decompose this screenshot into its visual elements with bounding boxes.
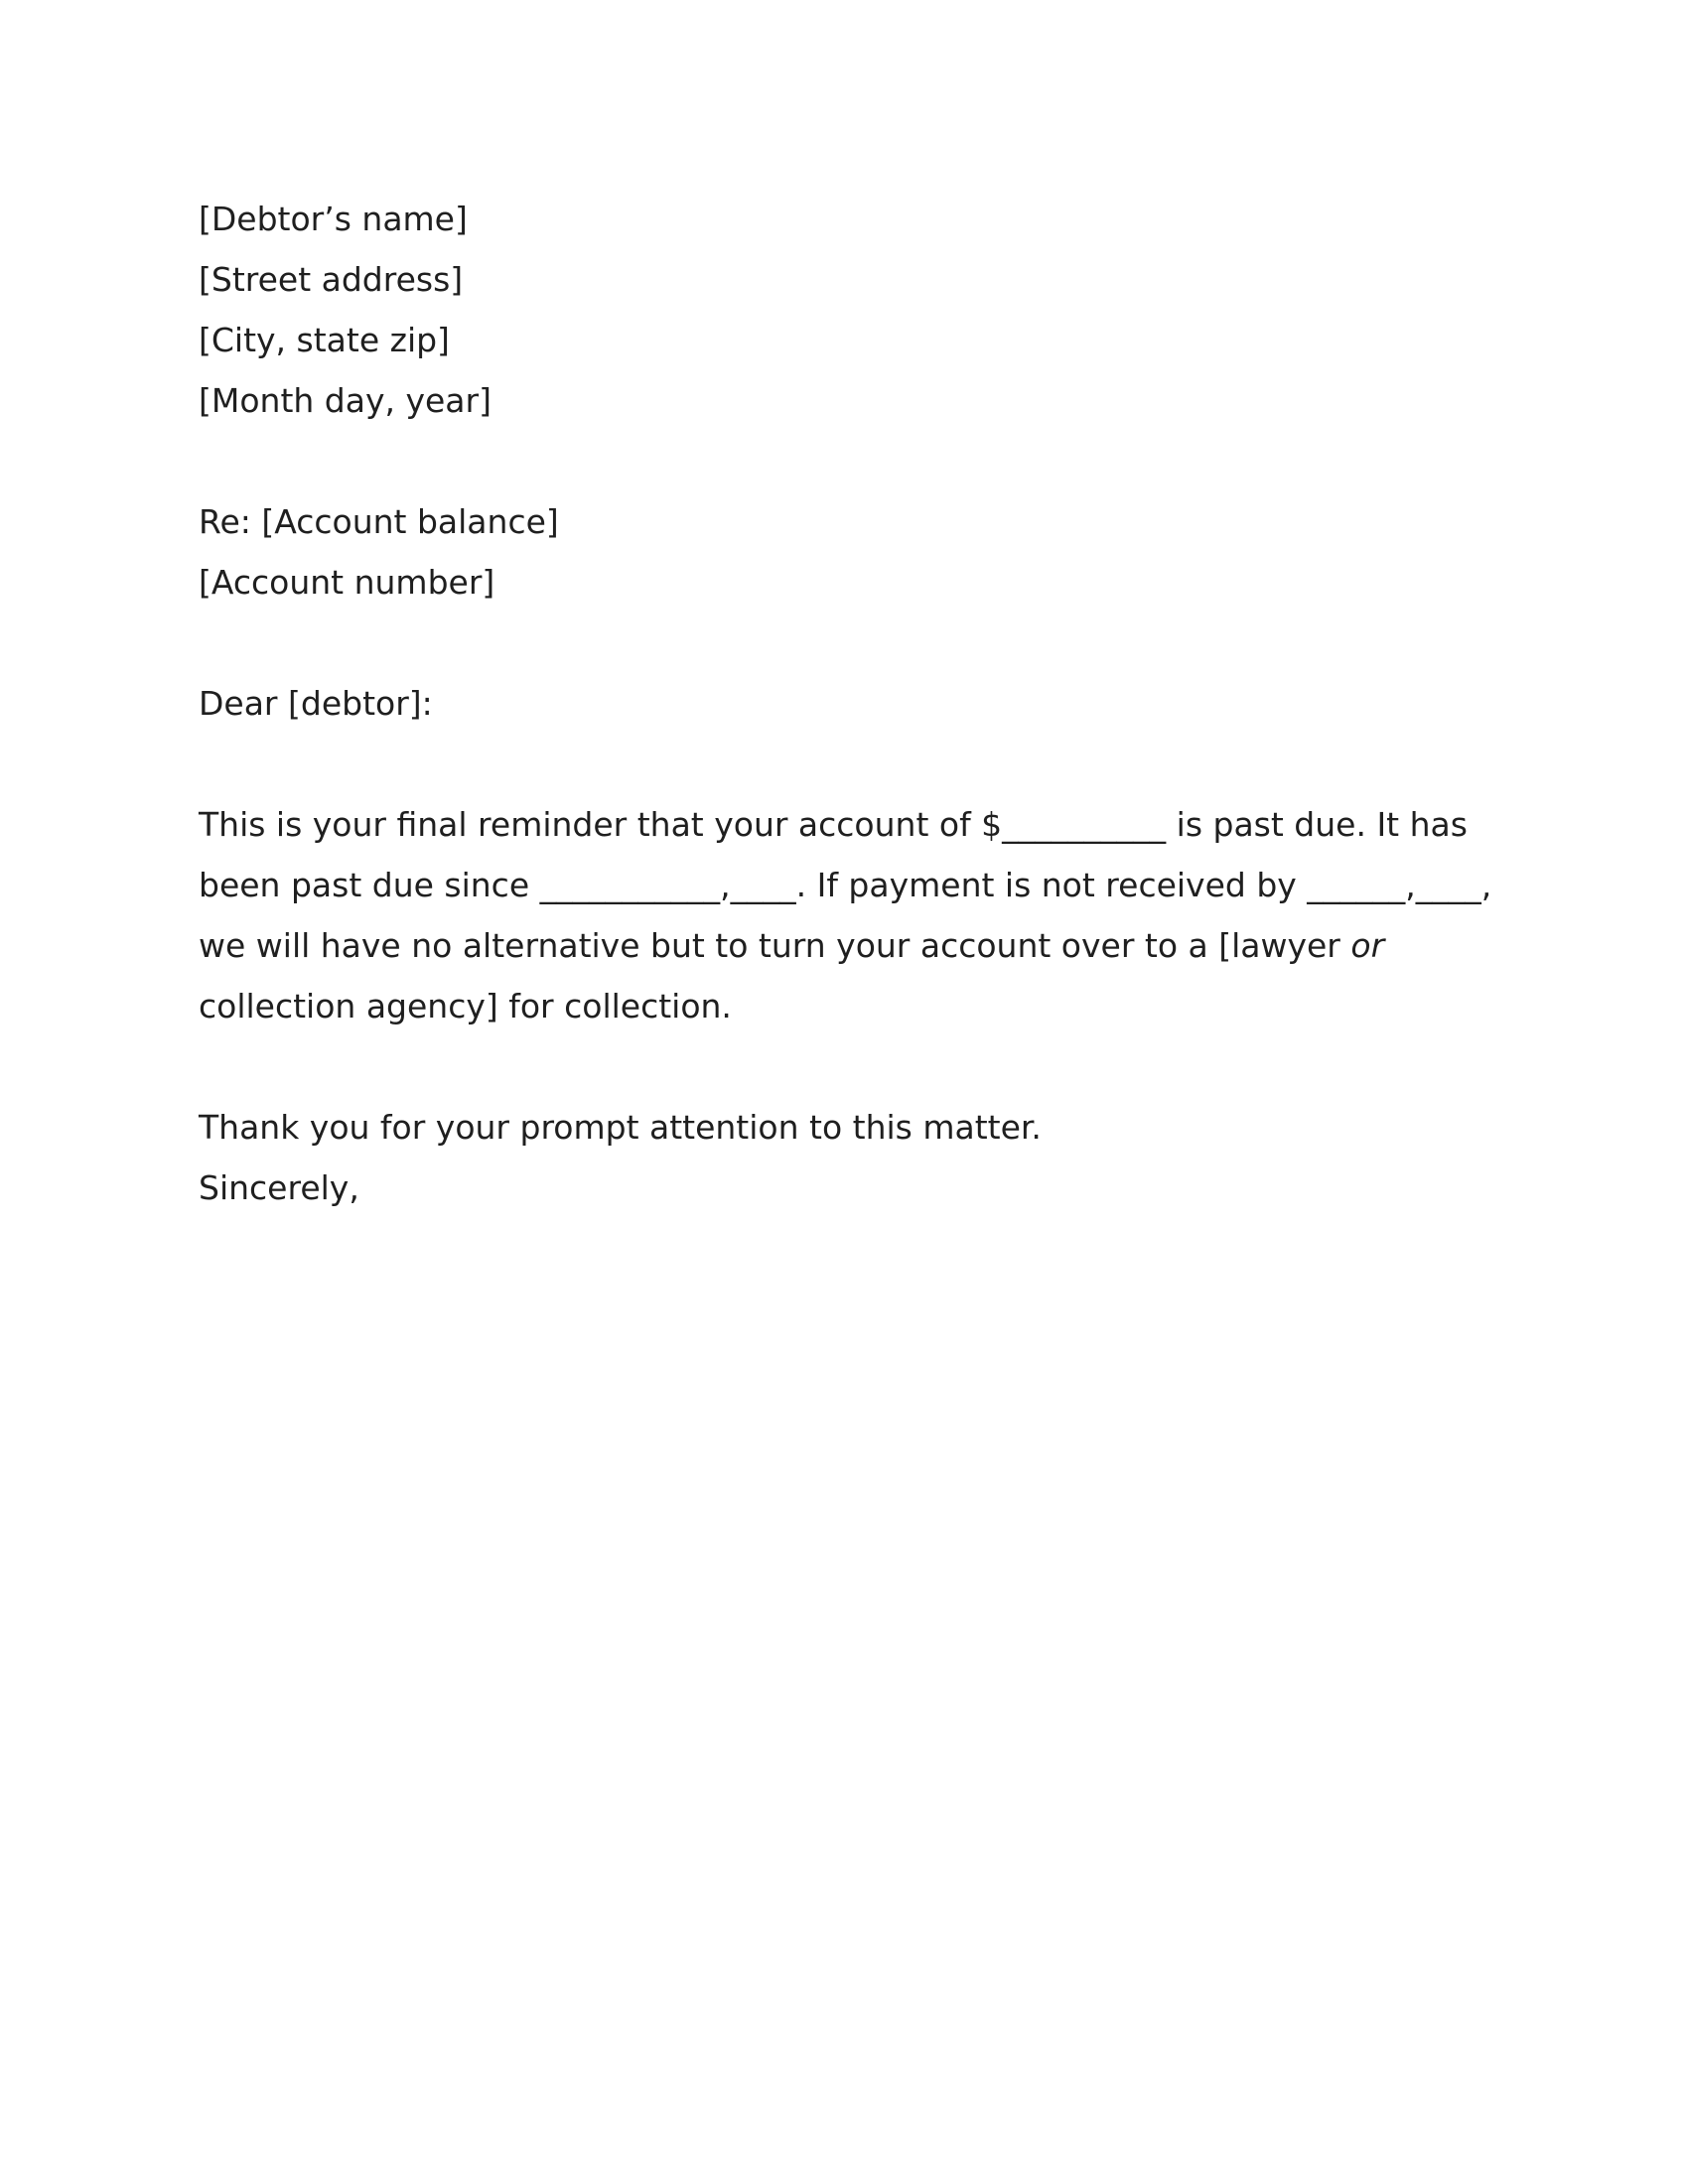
city-state-zip: [City, state zip] xyxy=(199,321,450,359)
account-number-reference: [Account number] xyxy=(199,563,495,602)
spacer xyxy=(199,734,1489,794)
spacer xyxy=(199,431,1489,491)
spacer xyxy=(199,1036,1489,1097)
letter-body xyxy=(199,189,1492,1218)
spacer xyxy=(199,613,1489,673)
body-line-italic-text: or xyxy=(1350,926,1385,965)
body-line: This is your final reminder that your account of $__________ is past due. It has xyxy=(199,805,1468,844)
debtor-name: [Debtor’s name] xyxy=(199,200,468,238)
thank-you-line: Thank you for your prompt attention to this matter. xyxy=(199,1108,1042,1147)
street-address: [Street address] xyxy=(199,260,464,299)
account-balance-reference: Re: [Account balance] xyxy=(199,502,559,541)
body-paragraph xyxy=(199,794,1492,1036)
letter-date: [Month day, year] xyxy=(199,381,492,420)
body-line: collection agency] for collection. xyxy=(199,987,732,1025)
body-line xyxy=(199,915,1489,976)
body-line-text: we will have no alternative but to turn your account over to a [lawyer xyxy=(199,926,1351,965)
salutation: Dear [debtor]: xyxy=(199,684,433,723)
body-line: been past due since ___________,____. If payment is not received by ______,____, xyxy=(199,866,1492,904)
sign-off: Sincerely, xyxy=(199,1168,359,1207)
